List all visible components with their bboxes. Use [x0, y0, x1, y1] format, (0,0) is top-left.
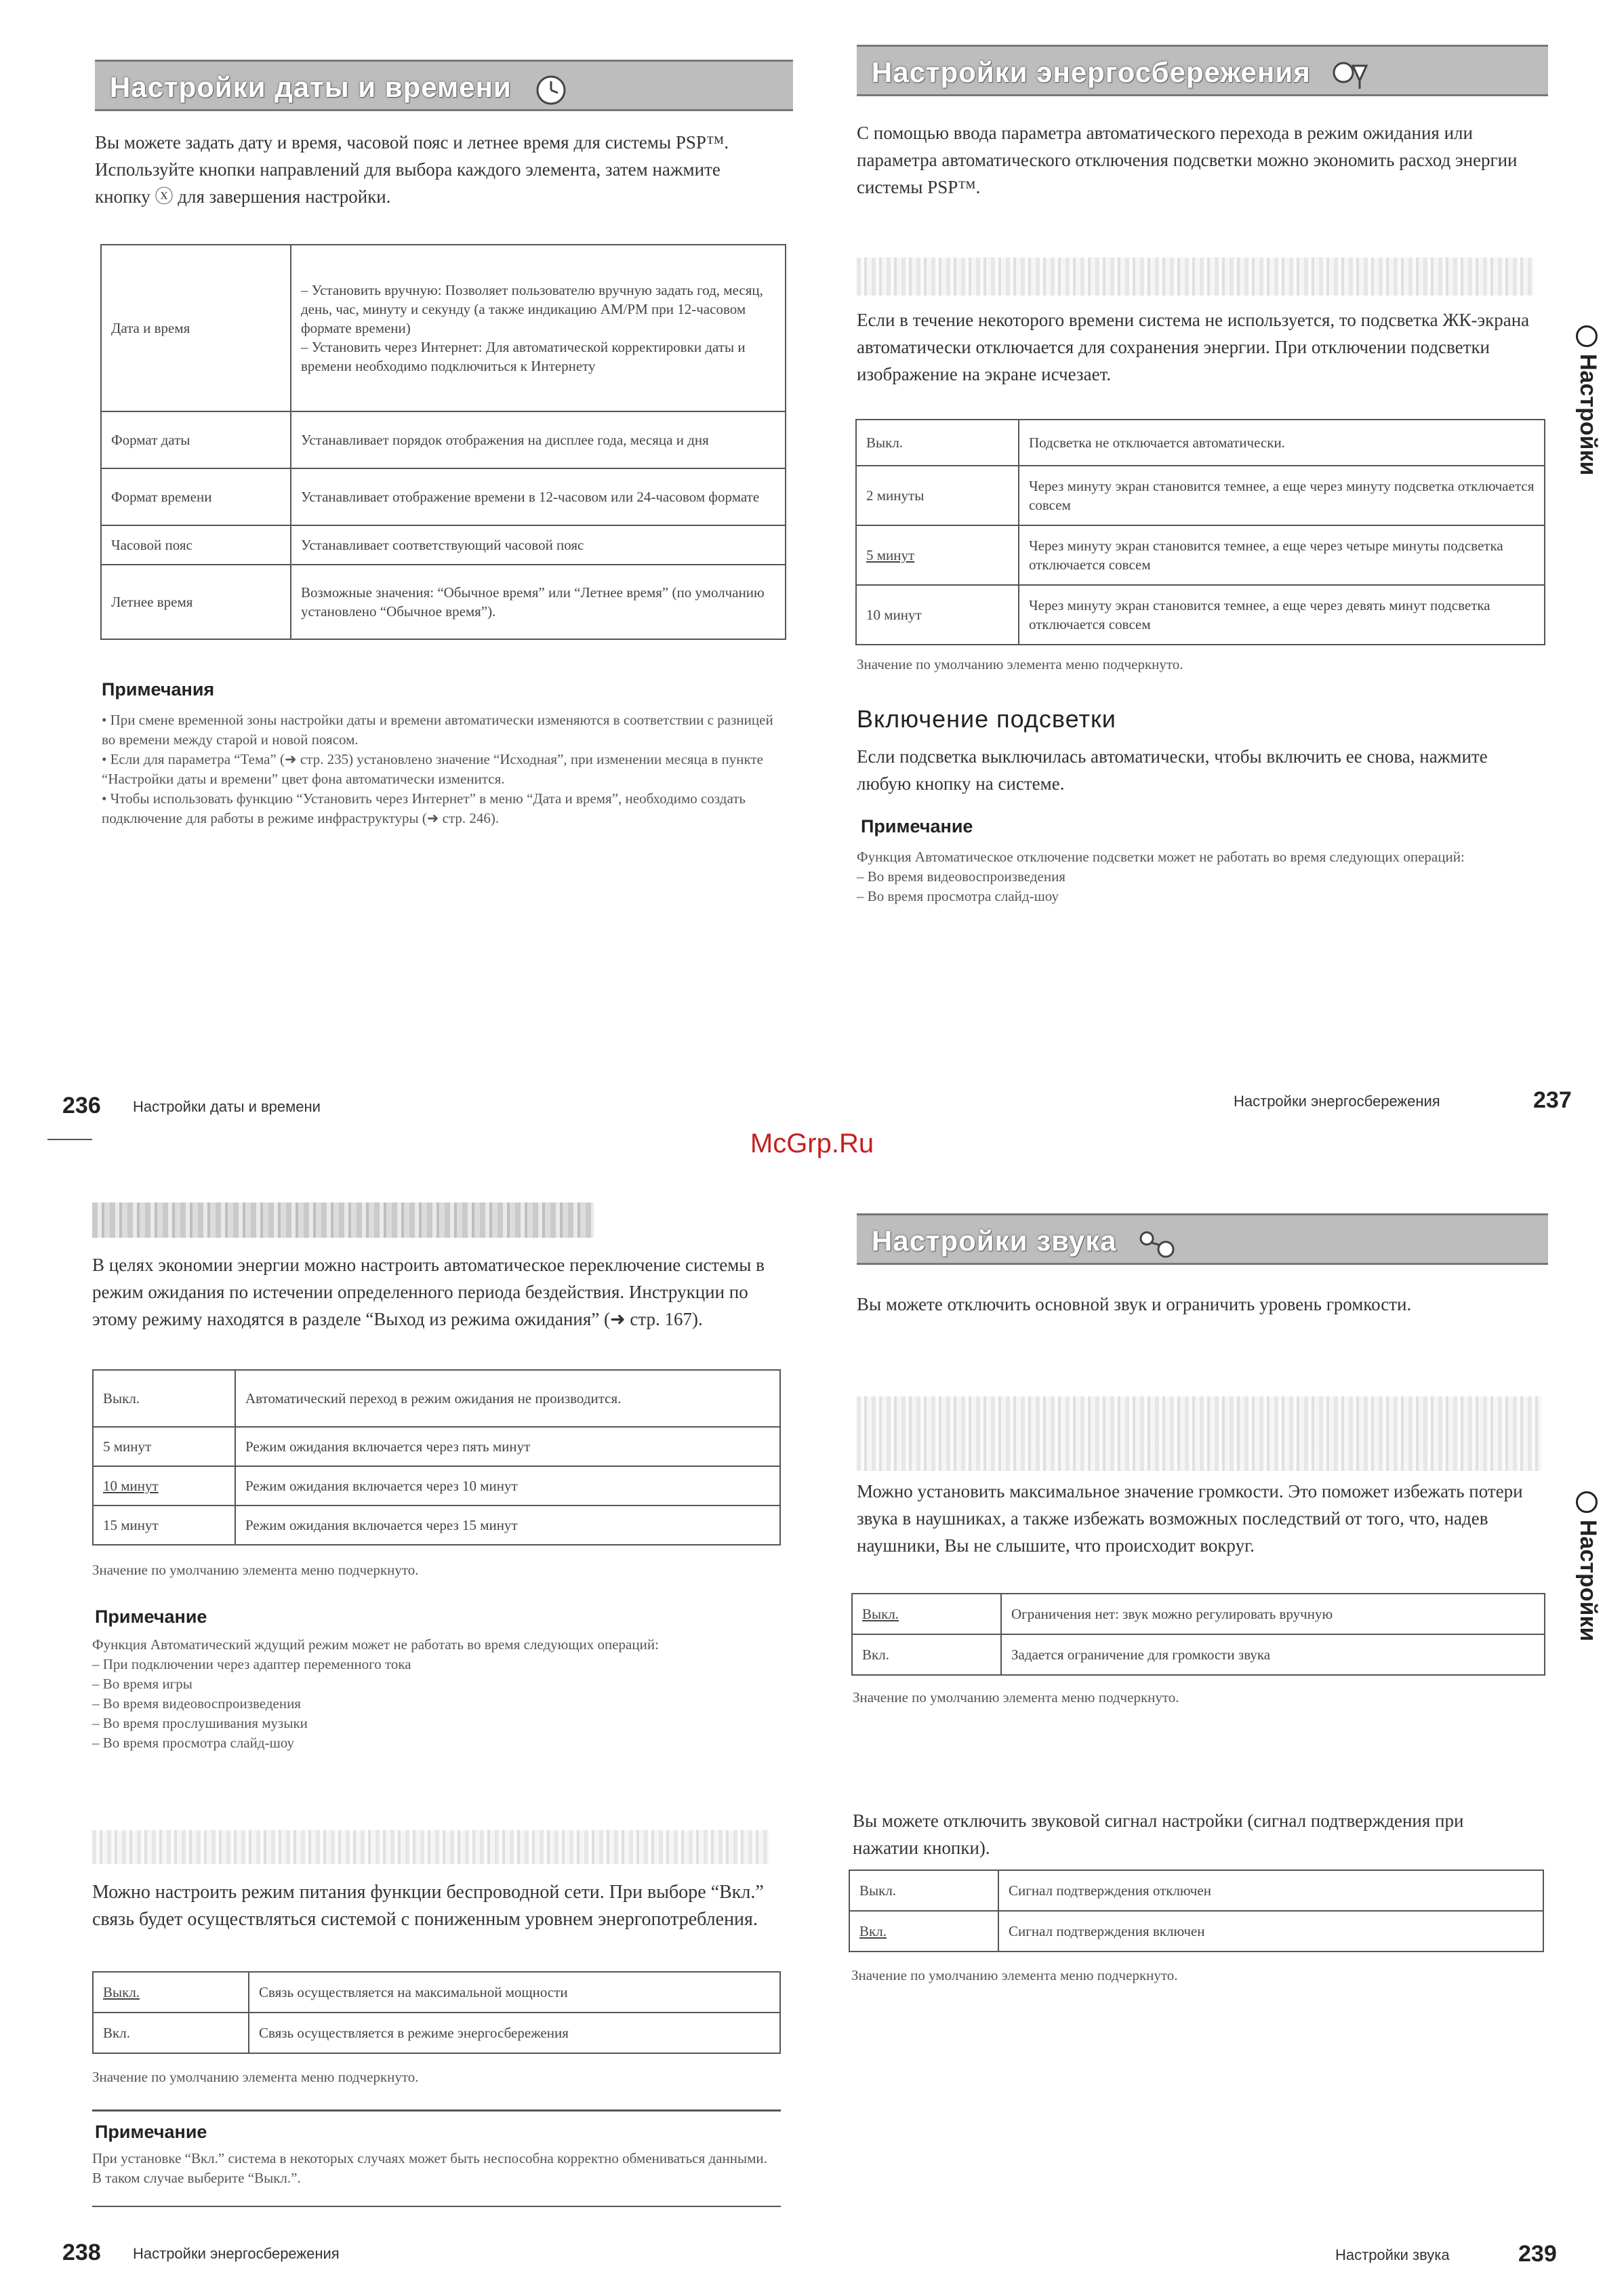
default-value: Выкл. — [103, 1984, 140, 2000]
default-value: 10 минут — [103, 1478, 159, 1494]
wlan-text: Можно настроить режим питания функции беспроводной сети. При выборе “Вкл.” связь будет осуществляться системой с пониженным уровнем энергопотребления. — [92, 1882, 764, 1930]
table-row — [101, 468, 786, 525]
row-key: Вкл. — [852, 1634, 1001, 1675]
row-value: Автоматический переход в режим ожидания не производится. — [235, 1370, 780, 1427]
table-row — [93, 2013, 780, 2053]
table-row — [856, 585, 1545, 645]
table-row — [849, 1870, 1543, 1911]
row-value: Устанавливает соответствующий часовой пояс — [291, 525, 786, 565]
row-value: Через минуту экран становится темнее, а еще через четыре минуты подсветка отключается совсем — [1019, 525, 1545, 585]
row-key — [93, 1466, 235, 1506]
row-key: 15 минут — [93, 1506, 235, 1545]
row-key — [856, 525, 1019, 585]
subheading-backlight-on: Включение подсветки — [857, 705, 1116, 733]
table-row — [852, 1594, 1545, 1634]
table-row — [93, 1466, 780, 1506]
row-key: 10 минут — [856, 585, 1019, 645]
row-key: 2 минуты — [856, 466, 1019, 525]
date-settings-table — [100, 244, 786, 640]
intro-text: Вы можете задать дату и время, часовой пояс и летнее время для системы PSP™. Используйте кнопки направлений для выбора каждого элемента, затем нажмите кнопку ⓧ для завершения настройки. — [95, 132, 729, 207]
notes-heading: Примечания — [102, 679, 215, 700]
row-key: Формат даты — [101, 411, 291, 468]
default-note: Значение по умолчанию элемента меню подчеркнуто. — [857, 656, 1183, 672]
wlan-power-table — [92, 1971, 781, 2054]
section-header-date-time — [95, 60, 793, 111]
row-value: Возможные значения: “Обычное время” или “Летнее время” (по умолчанию установлено “Обычное время”). — [291, 565, 786, 639]
default-note: Значение по умолчанию элемента меню подчеркнуто. — [92, 1562, 419, 1578]
note-heading: Примечание — [95, 1607, 207, 1627]
footer-title: Настройки даты и времени — [133, 1098, 321, 1115]
table-row — [101, 245, 786, 411]
row-value: Сигнал подтверждения включен — [998, 1911, 1543, 1952]
intro-text: В целях экономии энергии можно настроить автоматическое переключение системы в режим ожидания по истечении определенного периода бездействия. Инструкции по этому режиму находятся в разделе “Выход из режима ожидания” (➜ стр. 167). — [92, 1255, 765, 1329]
row-value: Связь осуществляется в режиме энергосбережения — [249, 2013, 780, 2053]
table-row — [101, 525, 786, 565]
row-key: Вкл. — [93, 2013, 249, 2053]
table-row — [852, 1634, 1545, 1675]
intro-text: С помощью ввода параметра автоматического перехода в режим ожидания или параметра автоматического отключения подсветки можно экономить расход энергии системы PSP™. — [857, 123, 1518, 197]
row-value: Через минуту экран становится темнее, а еще через минуту подсветка отключается совсем — [1019, 466, 1545, 525]
row-key — [93, 1972, 249, 2013]
row-key: Часовой пояс — [101, 525, 291, 565]
section-title: Настройки звука — [872, 1225, 1117, 1257]
volume-limit-text: Можно установить максимальное значение громкости. Это поможет избежать потери звука в наушниках, а также избежать возможных последствий от того, что, надев наушники, Вы не слышите, что происходит вокруг. — [857, 1481, 1523, 1556]
page-number: 238 — [62, 2240, 101, 2265]
row-value: Задается ограничение для громкости звука — [1001, 1634, 1545, 1675]
note-heading: Примечание — [95, 2122, 207, 2142]
footer-title: Настройки энергосбережения — [1234, 1093, 1440, 1110]
row-value: Через минуту экран становится темнее, а еще через девять минут подсветка отключается совсем — [1019, 585, 1545, 645]
row-value: Режим ожидания включается через 10 минут — [235, 1466, 780, 1506]
side-tab — [1575, 1491, 1601, 1641]
row-key: Выкл. — [856, 420, 1019, 466]
page-number: 239 — [1518, 2241, 1557, 2267]
row-key — [852, 1594, 1001, 1634]
settings-icon — [1576, 325, 1598, 347]
intro-text: Вы можете отключить основной звук и ограничить уровень громкости. — [857, 1294, 1412, 1314]
volume-limit-table — [851, 1593, 1545, 1676]
row-key: Дата и время — [101, 245, 291, 411]
blurred-subheading — [857, 258, 1535, 296]
side-tab-label: Настройки — [1575, 354, 1601, 476]
clock-icon — [531, 73, 573, 106]
row-key: Выкл. — [93, 1370, 235, 1427]
beep-table — [849, 1870, 1544, 1952]
backlight-text: Если в течение некоторого времени система не используется, то подсветка ЖК-экрана автоматически отключается для сохранения энергии. При отключении подсветки изображение на экране исчезает. — [857, 310, 1530, 384]
row-value: Режим ожидания включается через 15 минут — [235, 1506, 780, 1545]
row-value: – Установить вручную: Позволяет пользователю вручную задать год, месяц, день, час, минуту и секунду (а также индикацию AM/PM при 12-часовом формате времени) – Установить через Интернет: Для автоматической корректировки даты и времени необходимо подключиться к Интернету — [291, 245, 786, 411]
row-key: Формат времени — [101, 468, 291, 525]
table-row — [849, 1911, 1543, 1952]
row-value: Связь осуществляется на максимальной мощности — [249, 1972, 780, 2013]
table-row — [856, 525, 1545, 585]
watermark: McGrp.Ru — [750, 1129, 874, 1158]
settings-icon — [1576, 1491, 1598, 1513]
footer-title: Настройки звука — [1335, 2246, 1450, 2263]
note-text: При установке “Вкл.” система в некоторых случаях может быть неспособна корректно обмениваться данными. В таком случае выберите “Выкл.”. — [92, 2150, 767, 2186]
backlight-table — [855, 419, 1545, 645]
row-key: 5 минут — [93, 1427, 235, 1466]
default-value: 5 минут — [866, 547, 915, 563]
table-row — [101, 411, 786, 468]
table-row — [93, 1427, 780, 1466]
row-value: Режим ожидания включается через пять минут — [235, 1427, 780, 1466]
table-row — [93, 1370, 780, 1427]
row-value: Устанавливает порядок отображения на дисплее года, месяца и дня — [291, 411, 786, 468]
subheading-text: Если подсветка выключилась автоматически, чтобы включить ее снова, нажмите любую кнопку на системе. — [857, 746, 1488, 794]
page-number: 236 — [62, 1093, 101, 1118]
note-text: Функция Автоматический ждущий режим может не работать во время следующих операций: – При подключении через адаптер переменного тока – Во время игры – Во время видеовоспроизведения – Во время прослушивания музыки – Во время просмотра слайд-шоу — [92, 1636, 659, 1751]
standby-table — [92, 1369, 781, 1545]
notes-text: • При смене временной зоны настройки даты и времени автоматически изменяются в соответствии с разницей во времени между старой и новой поясом. • Если для параметра “Тема” (➜ стр. 235) установлено значение “Исходная”, при изменении месяца в пункте “Настройки даты и времени” цвет фона автоматически изменится. • Чтобы использовать функцию “Установить через Интернет” в меню “Дата и время”, необходимо создать подключение для работы в режиме инфраструктуры (➜ стр. 246). — [102, 712, 773, 826]
divider — [92, 2206, 781, 2207]
divider — [92, 2109, 781, 2112]
power-saving-icon — [1330, 58, 1372, 92]
default-note: Значение по умолчанию элемента меню подчеркнуто. — [853, 1689, 1179, 1705]
blurred-subheading — [857, 1396, 1541, 1471]
row-value: Сигнал подтверждения отключен — [998, 1870, 1543, 1911]
sound-icon — [1136, 1226, 1178, 1260]
footer-title: Настройки энергосбережения — [133, 2245, 340, 2262]
blurred-subheading — [92, 1830, 770, 1864]
side-tab-label: Настройки — [1575, 1520, 1601, 1642]
default-value: Вкл. — [859, 1923, 887, 1939]
table-row — [101, 565, 786, 639]
section-header-sound — [857, 1213, 1548, 1265]
page-number: 237 — [1533, 1087, 1572, 1113]
row-key: Летнее время — [101, 565, 291, 639]
note-heading: Примечание — [861, 816, 973, 836]
table-row — [93, 1972, 780, 2013]
section-header-power-saving — [857, 45, 1548, 96]
row-key — [849, 1911, 998, 1952]
row-value: Подсветка не отключается автоматически. — [1019, 420, 1545, 466]
default-note: Значение по умолчанию элемента меню подчеркнуто. — [851, 1967, 1178, 1983]
divider — [47, 1139, 92, 1140]
row-value: Устанавливает отображение времени в 12-часовом или 24-часовом формате — [291, 468, 786, 525]
beep-text: Вы можете отключить звуковой сигнал настройки (сигнал подтверждения при нажатии кнопки). — [853, 1811, 1464, 1858]
table-row — [93, 1506, 780, 1545]
note-text: Функция Автоматическое отключение подсветки может не работать во время следующих операций: – Во время видеовоспроизведения – Во время просмотра слайд-шоу — [857, 849, 1465, 904]
blurred-section-header — [92, 1203, 594, 1238]
default-note: Значение по умолчанию элемента меню подчеркнуто. — [92, 2069, 419, 2085]
row-key: Выкл. — [849, 1870, 998, 1911]
side-tab — [1575, 325, 1601, 475]
section-title: Настройки энергосбережения — [872, 56, 1311, 88]
row-value: Ограничения нет: звук можно регулировать вручную — [1001, 1594, 1545, 1634]
default-value: Выкл. — [862, 1606, 899, 1622]
table-row — [856, 466, 1545, 525]
section-title: Настройки даты и времени — [110, 71, 512, 103]
table-row — [856, 420, 1545, 466]
